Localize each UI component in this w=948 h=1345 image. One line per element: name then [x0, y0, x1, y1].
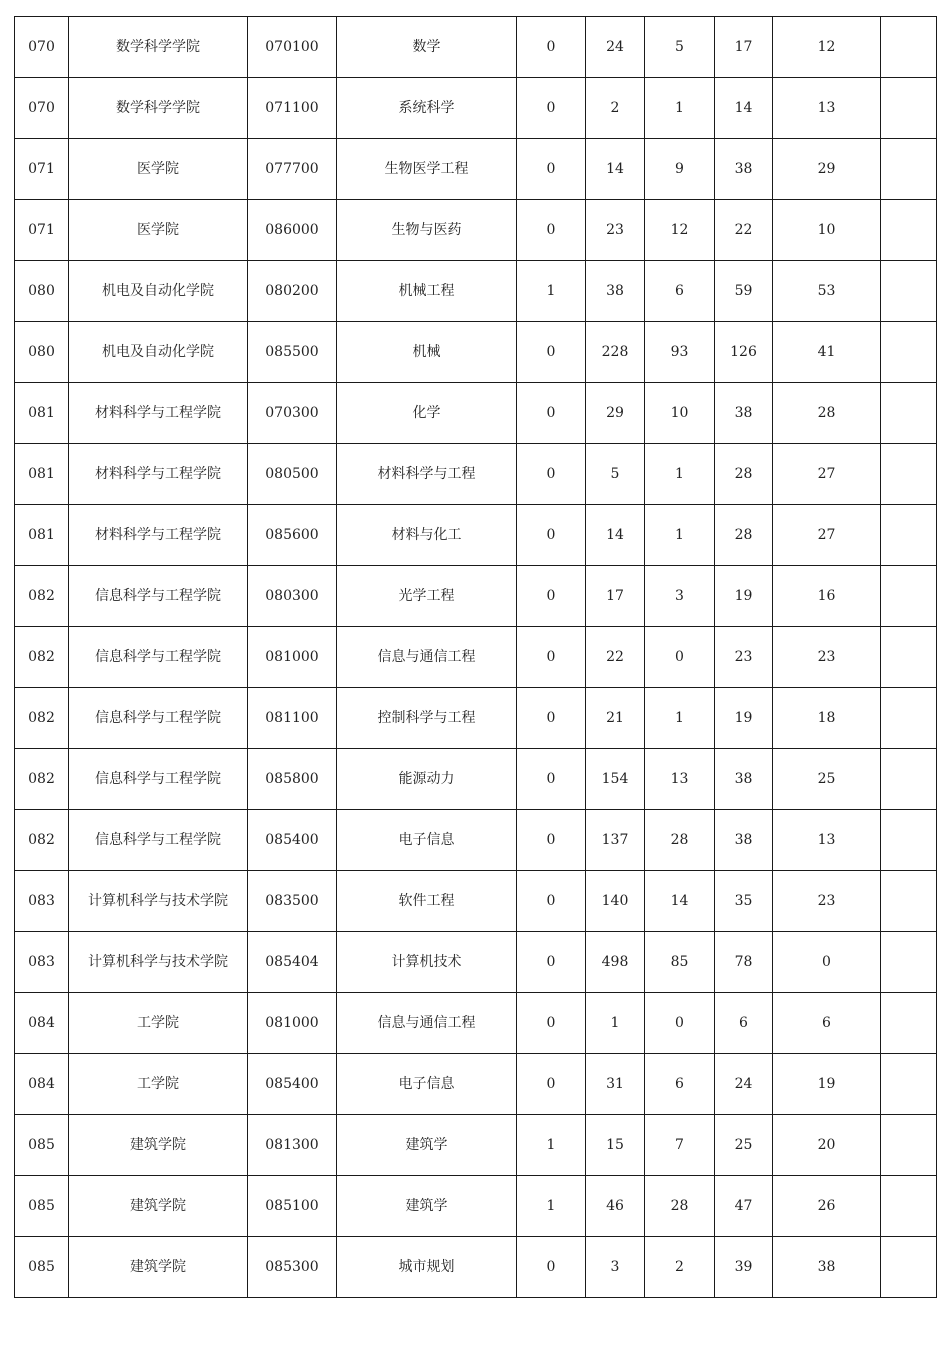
cell-col-5: 0	[517, 932, 586, 993]
cell-col-7: 2	[645, 1237, 715, 1298]
cell-col-10	[881, 383, 937, 444]
cell-col-7: 1	[645, 444, 715, 505]
cell-col-8: 38	[715, 749, 773, 810]
cell-col-5: 0	[517, 871, 586, 932]
cell-major-code: 086000	[248, 200, 337, 261]
cell-col-7: 13	[645, 749, 715, 810]
cell-col-5: 1	[517, 261, 586, 322]
cell-col-6: 228	[586, 322, 645, 383]
cell-col-9: 27	[773, 505, 881, 566]
cell-col-9: 53	[773, 261, 881, 322]
cell-col-9: 26	[773, 1176, 881, 1237]
cell-col-7: 93	[645, 322, 715, 383]
cell-col-8: 38	[715, 139, 773, 200]
cell-major-name: 建筑学	[337, 1115, 517, 1176]
table-row	[15, 810, 937, 871]
cell-major-name: 机械工程	[337, 261, 517, 322]
cell-major-code: 070300	[248, 383, 337, 444]
cell-college-code: 082	[15, 810, 69, 871]
cell-major-code: 081000	[248, 993, 337, 1054]
cell-col-7: 10	[645, 383, 715, 444]
cell-major-name: 建筑学	[337, 1176, 517, 1237]
cell-col-7: 6	[645, 1054, 715, 1115]
table-row	[15, 749, 937, 810]
cell-col-9: 23	[773, 871, 881, 932]
cell-col-7: 1	[645, 505, 715, 566]
cell-college-code: 070	[15, 17, 69, 78]
cell-major-name: 城市规划	[337, 1237, 517, 1298]
cell-major-code: 083500	[248, 871, 337, 932]
cell-major-code: 085400	[248, 1054, 337, 1115]
cell-col-8: 35	[715, 871, 773, 932]
cell-col-9: 38	[773, 1237, 881, 1298]
cell-col-9: 23	[773, 627, 881, 688]
cell-col-7: 9	[645, 139, 715, 200]
cell-col-10	[881, 1054, 937, 1115]
cell-college-code: 085	[15, 1176, 69, 1237]
table-row	[15, 932, 937, 993]
cell-college-name: 材料科学与工程学院	[69, 505, 248, 566]
cell-col-6: 1	[586, 993, 645, 1054]
cell-college-code: 080	[15, 261, 69, 322]
cell-col-8: 39	[715, 1237, 773, 1298]
cell-major-name: 材料与化工	[337, 505, 517, 566]
cell-major-code: 081000	[248, 627, 337, 688]
cell-col-9: 19	[773, 1054, 881, 1115]
cell-college-name: 计算机科学与技术学院	[69, 932, 248, 993]
cell-college-code: 080	[15, 322, 69, 383]
cell-major-code: 085100	[248, 1176, 337, 1237]
cell-col-5: 0	[517, 78, 586, 139]
cell-major-name: 计算机技术	[337, 932, 517, 993]
cell-col-5: 0	[517, 810, 586, 871]
cell-college-name: 信息科学与工程学院	[69, 749, 248, 810]
cell-major-name: 电子信息	[337, 810, 517, 871]
cell-college-name: 机电及自动化学院	[69, 322, 248, 383]
cell-college-code: 083	[15, 871, 69, 932]
cell-col-5: 0	[517, 627, 586, 688]
cell-col-5: 0	[517, 749, 586, 810]
cell-col-5: 1	[517, 1115, 586, 1176]
cell-col-7: 5	[645, 17, 715, 78]
table-row	[15, 1237, 937, 1298]
cell-col-7: 28	[645, 1176, 715, 1237]
cell-col-6: 24	[586, 17, 645, 78]
cell-col-9: 0	[773, 932, 881, 993]
cell-col-5: 0	[517, 200, 586, 261]
cell-college-name: 计算机科学与技术学院	[69, 871, 248, 932]
cell-col-8: 24	[715, 1054, 773, 1115]
cell-col-9: 12	[773, 17, 881, 78]
table-row	[15, 17, 937, 78]
cell-college-code: 071	[15, 139, 69, 200]
cell-major-code: 081100	[248, 688, 337, 749]
cell-col-8: 38	[715, 810, 773, 871]
cell-col-5: 0	[517, 1054, 586, 1115]
cell-college-code: 081	[15, 383, 69, 444]
cell-college-code: 084	[15, 993, 69, 1054]
table-row	[15, 871, 937, 932]
cell-college-code: 071	[15, 200, 69, 261]
cell-major-code: 085400	[248, 810, 337, 871]
cell-col-7: 6	[645, 261, 715, 322]
cell-major-name: 信息与通信工程	[337, 627, 517, 688]
cell-col-10	[881, 139, 937, 200]
cell-col-9: 29	[773, 139, 881, 200]
cell-major-name: 信息与通信工程	[337, 993, 517, 1054]
cell-major-code: 081300	[248, 1115, 337, 1176]
table-row	[15, 383, 937, 444]
table-row	[15, 627, 937, 688]
cell-college-name: 医学院	[69, 200, 248, 261]
cell-col-8: 14	[715, 78, 773, 139]
table-row	[15, 1054, 937, 1115]
cell-major-code: 085300	[248, 1237, 337, 1298]
cell-col-8: 28	[715, 505, 773, 566]
cell-college-name: 数学科学学院	[69, 78, 248, 139]
cell-major-code: 080500	[248, 444, 337, 505]
cell-college-name: 信息科学与工程学院	[69, 810, 248, 871]
table-row	[15, 444, 937, 505]
cell-col-8: 6	[715, 993, 773, 1054]
table-row	[15, 139, 937, 200]
cell-col-7: 12	[645, 200, 715, 261]
cell-col-7: 28	[645, 810, 715, 871]
cell-col-10	[881, 78, 937, 139]
cell-major-name: 材料科学与工程	[337, 444, 517, 505]
cell-col-8: 19	[715, 566, 773, 627]
cell-major-name: 软件工程	[337, 871, 517, 932]
cell-col-10	[881, 993, 937, 1054]
cell-col-6: 498	[586, 932, 645, 993]
cell-col-5: 0	[517, 688, 586, 749]
cell-major-code: 070100	[248, 17, 337, 78]
cell-college-code: 082	[15, 688, 69, 749]
cell-col-9: 28	[773, 383, 881, 444]
cell-col-10	[881, 17, 937, 78]
cell-major-code: 080200	[248, 261, 337, 322]
cell-college-name: 建筑学院	[69, 1176, 248, 1237]
table-row	[15, 1176, 937, 1237]
cell-college-code: 070	[15, 78, 69, 139]
cell-col-6: 140	[586, 871, 645, 932]
cell-major-name: 机械	[337, 322, 517, 383]
cell-college-name: 工学院	[69, 993, 248, 1054]
cell-col-10	[881, 749, 937, 810]
cell-col-7: 0	[645, 627, 715, 688]
cell-col-10	[881, 200, 937, 261]
cell-college-name: 信息科学与工程学院	[69, 627, 248, 688]
cell-major-code: 085404	[248, 932, 337, 993]
cell-major-code: 085500	[248, 322, 337, 383]
cell-col-6: 154	[586, 749, 645, 810]
cell-col-9: 16	[773, 566, 881, 627]
cell-col-6: 15	[586, 1115, 645, 1176]
cell-college-code: 082	[15, 566, 69, 627]
cell-col-6: 2	[586, 78, 645, 139]
cell-major-name: 光学工程	[337, 566, 517, 627]
table-row	[15, 200, 937, 261]
cell-col-5: 0	[517, 444, 586, 505]
table-row	[15, 566, 937, 627]
cell-major-name: 化学	[337, 383, 517, 444]
table-row	[15, 78, 937, 139]
cell-college-code: 082	[15, 627, 69, 688]
cell-major-code: 077700	[248, 139, 337, 200]
cell-col-5: 0	[517, 322, 586, 383]
cell-col-6: 14	[586, 505, 645, 566]
cell-college-code: 085	[15, 1237, 69, 1298]
cell-col-9: 13	[773, 810, 881, 871]
cell-college-code: 082	[15, 749, 69, 810]
cell-col-6: 29	[586, 383, 645, 444]
cell-col-10	[881, 322, 937, 383]
table-row	[15, 993, 937, 1054]
cell-college-name: 信息科学与工程学院	[69, 688, 248, 749]
cell-col-5: 0	[517, 993, 586, 1054]
cell-college-name: 医学院	[69, 139, 248, 200]
table-row	[15, 322, 937, 383]
cell-col-5: 1	[517, 1176, 586, 1237]
cell-major-name: 电子信息	[337, 1054, 517, 1115]
cell-college-name: 机电及自动化学院	[69, 261, 248, 322]
cell-major-name: 能源动力	[337, 749, 517, 810]
cell-col-10	[881, 810, 937, 871]
cell-col-5: 0	[517, 17, 586, 78]
cell-col-9: 41	[773, 322, 881, 383]
cell-col-8: 19	[715, 688, 773, 749]
cell-col-7: 0	[645, 993, 715, 1054]
cell-col-10	[881, 1176, 937, 1237]
cell-major-name: 系统科学	[337, 78, 517, 139]
cell-col-10	[881, 1115, 937, 1176]
table-row	[15, 1115, 937, 1176]
cell-college-name: 材料科学与工程学院	[69, 444, 248, 505]
cell-col-6: 137	[586, 810, 645, 871]
cell-college-name: 数学科学学院	[69, 17, 248, 78]
table-row	[15, 505, 937, 566]
cell-col-10	[881, 627, 937, 688]
cell-col-8: 78	[715, 932, 773, 993]
cell-col-9: 13	[773, 78, 881, 139]
admissions-table	[14, 16, 937, 1298]
cell-col-8: 22	[715, 200, 773, 261]
cell-col-7: 7	[645, 1115, 715, 1176]
cell-major-code: 085600	[248, 505, 337, 566]
cell-col-8: 126	[715, 322, 773, 383]
cell-major-name: 数学	[337, 17, 517, 78]
cell-col-9: 27	[773, 444, 881, 505]
cell-college-code: 081	[15, 444, 69, 505]
table-row	[15, 688, 937, 749]
cell-col-8: 25	[715, 1115, 773, 1176]
cell-college-code: 084	[15, 1054, 69, 1115]
cell-col-8: 28	[715, 444, 773, 505]
cell-col-6: 31	[586, 1054, 645, 1115]
cell-major-name: 生物医学工程	[337, 139, 517, 200]
cell-major-code: 080300	[248, 566, 337, 627]
cell-col-8: 23	[715, 627, 773, 688]
cell-col-8: 17	[715, 17, 773, 78]
cell-col-6: 22	[586, 627, 645, 688]
cell-col-6: 46	[586, 1176, 645, 1237]
cell-col-9: 25	[773, 749, 881, 810]
cell-major-name: 生物与医药	[337, 200, 517, 261]
cell-col-9: 10	[773, 200, 881, 261]
cell-major-code: 085800	[248, 749, 337, 810]
cell-col-6: 14	[586, 139, 645, 200]
cell-col-6: 3	[586, 1237, 645, 1298]
cell-col-5: 0	[517, 566, 586, 627]
cell-col-7: 3	[645, 566, 715, 627]
cell-col-10	[881, 505, 937, 566]
cell-col-8: 38	[715, 383, 773, 444]
cell-college-name: 信息科学与工程学院	[69, 566, 248, 627]
cell-col-7: 1	[645, 688, 715, 749]
table-body	[15, 17, 937, 1298]
cell-col-6: 17	[586, 566, 645, 627]
cell-college-code: 081	[15, 505, 69, 566]
cell-col-10	[881, 932, 937, 993]
cell-col-9: 6	[773, 993, 881, 1054]
cell-col-5: 0	[517, 505, 586, 566]
cell-col-6: 38	[586, 261, 645, 322]
cell-major-code: 071100	[248, 78, 337, 139]
table-row	[15, 261, 937, 322]
cell-col-10	[881, 688, 937, 749]
cell-col-7: 1	[645, 78, 715, 139]
cell-col-6: 23	[586, 200, 645, 261]
cell-col-10	[881, 1237, 937, 1298]
cell-col-6: 5	[586, 444, 645, 505]
cell-col-10	[881, 871, 937, 932]
cell-col-6: 21	[586, 688, 645, 749]
cell-col-10	[881, 261, 937, 322]
cell-college-code: 085	[15, 1115, 69, 1176]
cell-col-5: 0	[517, 139, 586, 200]
cell-college-name: 建筑学院	[69, 1237, 248, 1298]
cell-college-code: 083	[15, 932, 69, 993]
cell-col-10	[881, 566, 937, 627]
cell-col-8: 59	[715, 261, 773, 322]
cell-college-name: 工学院	[69, 1054, 248, 1115]
cell-col-10	[881, 444, 937, 505]
cell-col-7: 14	[645, 871, 715, 932]
cell-college-name: 建筑学院	[69, 1115, 248, 1176]
cell-col-9: 20	[773, 1115, 881, 1176]
cell-col-5: 0	[517, 383, 586, 444]
cell-col-8: 47	[715, 1176, 773, 1237]
cell-col-5: 0	[517, 1237, 586, 1298]
cell-col-7: 85	[645, 932, 715, 993]
cell-college-name: 材料科学与工程学院	[69, 383, 248, 444]
cell-major-name: 控制科学与工程	[337, 688, 517, 749]
page-footer-fragment	[430, 1338, 550, 1345]
cell-col-9: 18	[773, 688, 881, 749]
